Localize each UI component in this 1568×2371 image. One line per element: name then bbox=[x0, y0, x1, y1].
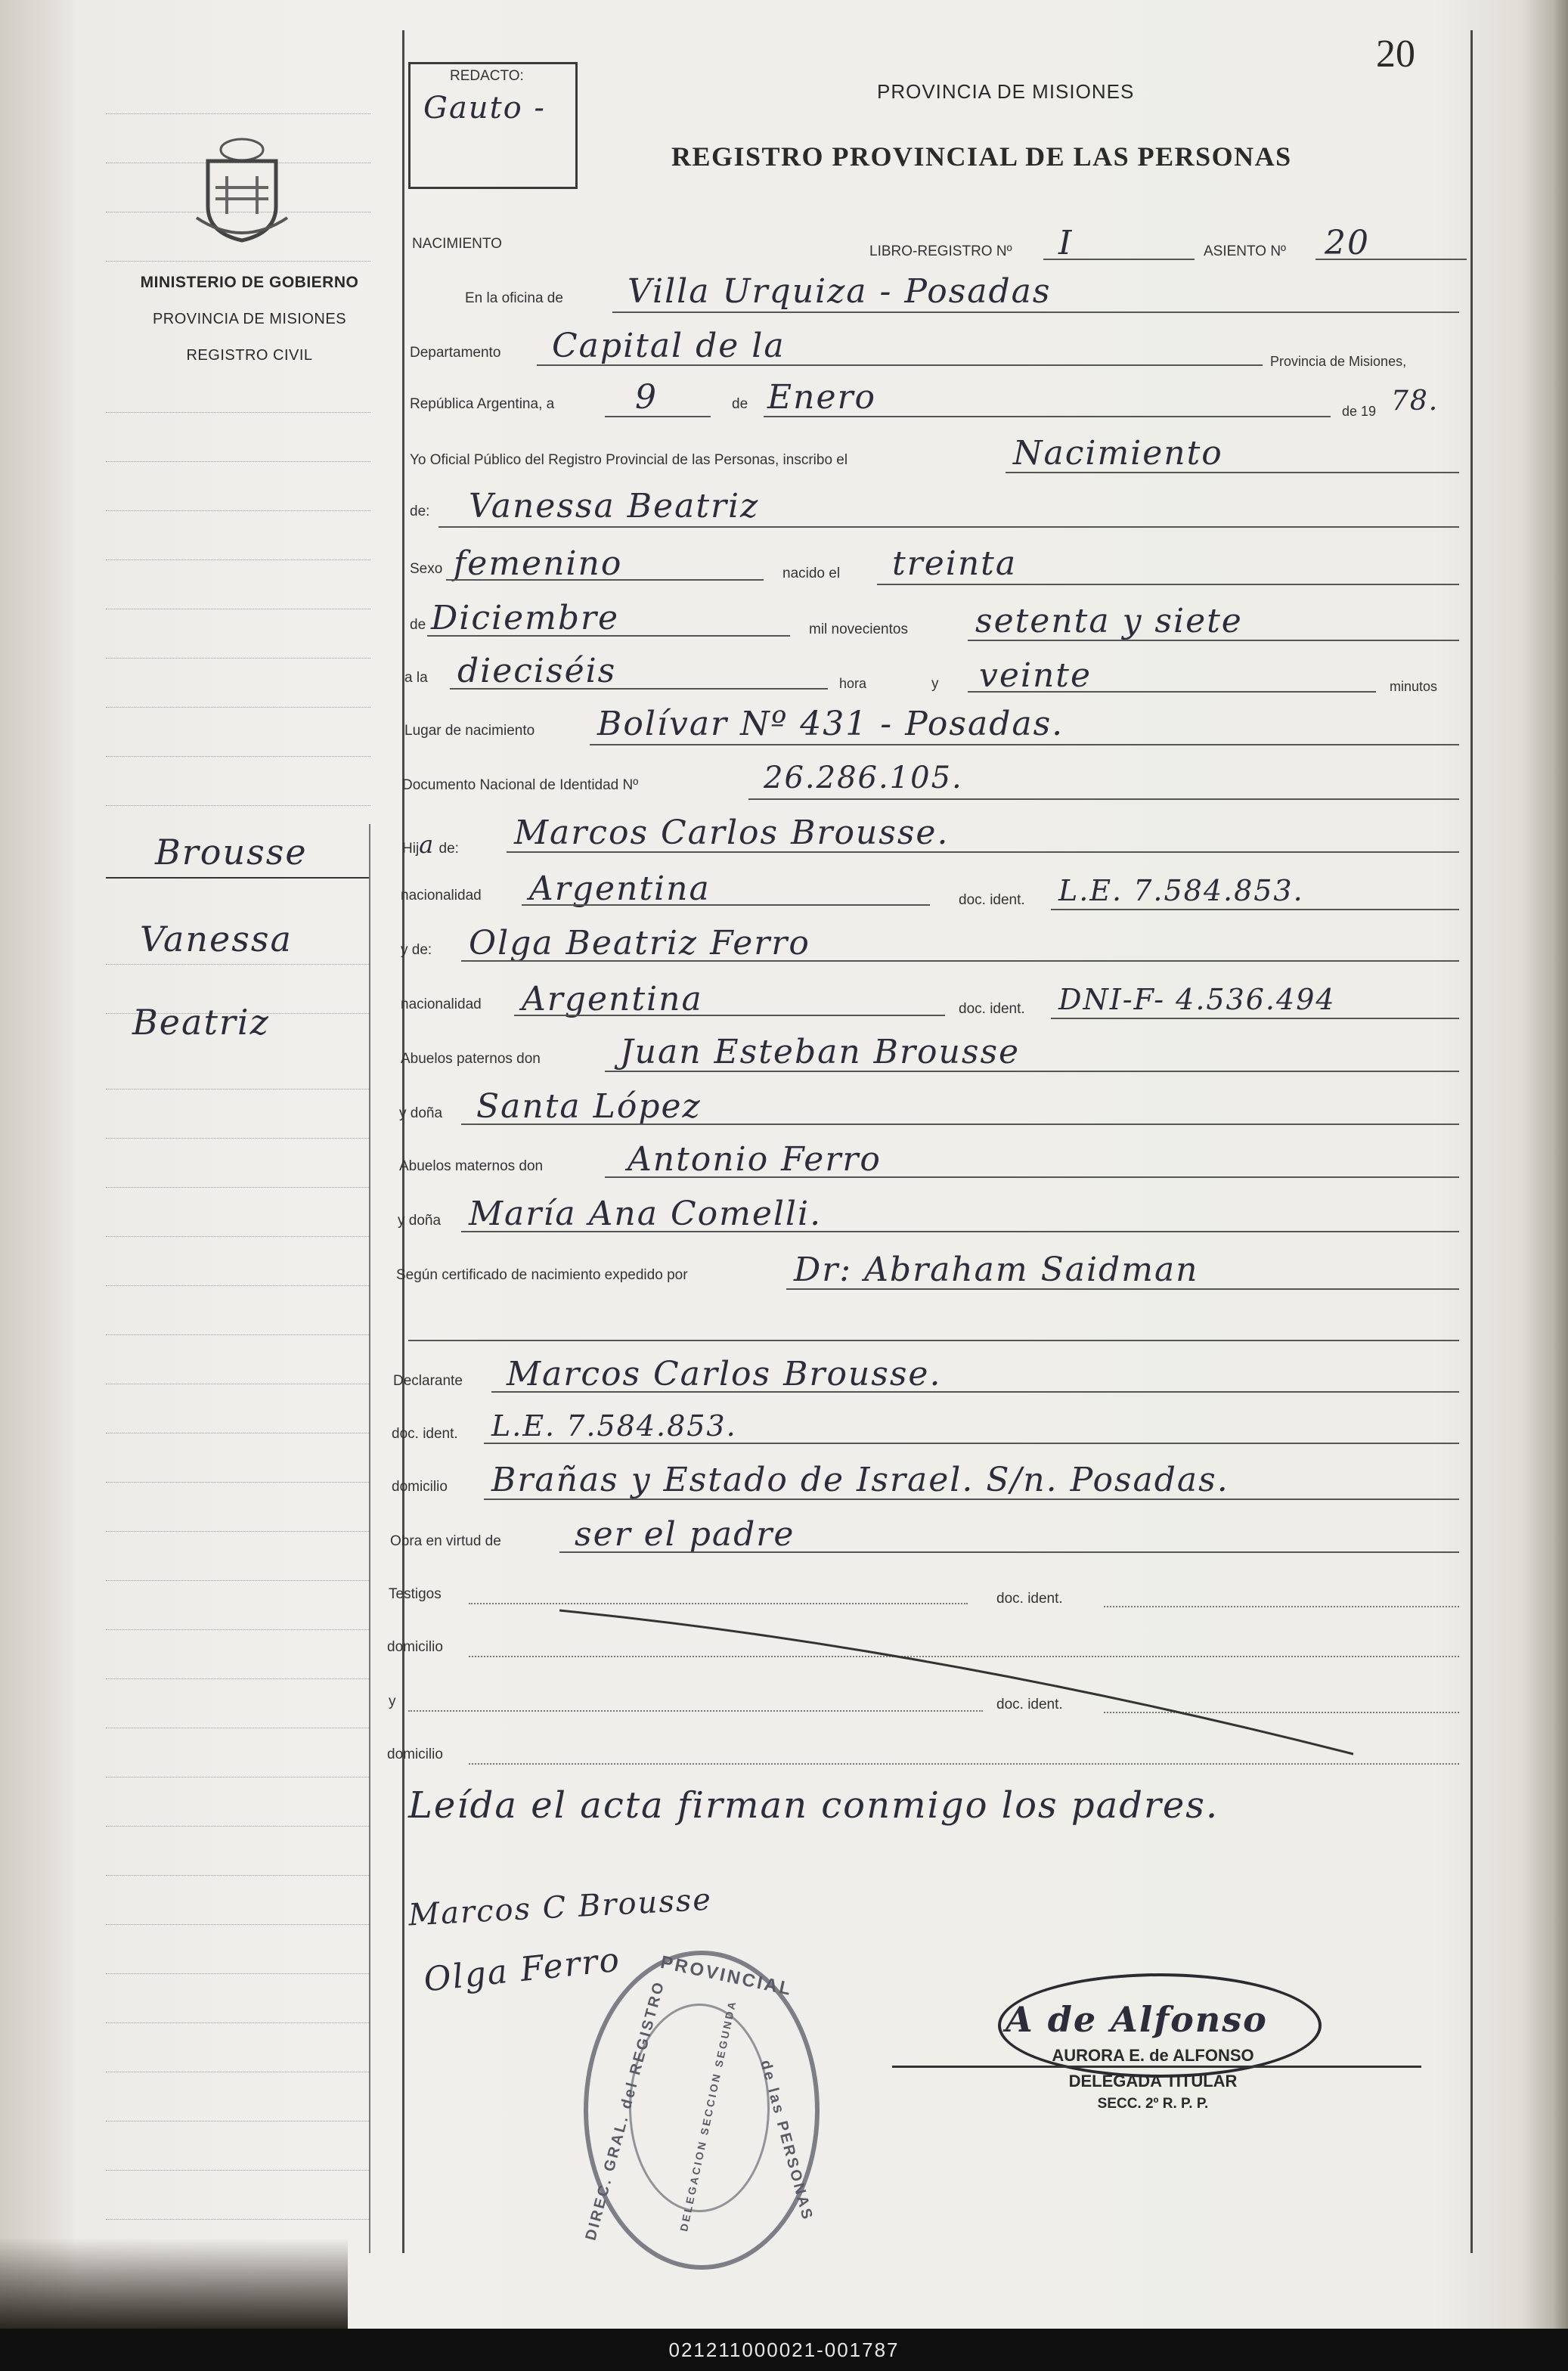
yde-label: y de: bbox=[401, 942, 432, 958]
de-colon-label: de: bbox=[410, 504, 430, 519]
sexo-label: Sexo bbox=[410, 561, 443, 577]
ydona-pat-label: y doña bbox=[399, 1105, 443, 1121]
stamp-left-text: DIREC. GRAL. del REGISTRO bbox=[582, 1979, 668, 2242]
certificado-value: Dr: Abraham Saidman bbox=[794, 1251, 1199, 1289]
abuela-mat-value: María Ana Comelli. bbox=[469, 1195, 823, 1233]
frame-inner-line bbox=[369, 824, 370, 2253]
anio-nac-value: setenta y siete bbox=[975, 602, 1243, 640]
lugar-value: Bolívar Nº 431 - Posadas. bbox=[597, 705, 1064, 743]
lugar-label: Lugar de nacimiento bbox=[404, 723, 535, 739]
de2-label: de bbox=[410, 617, 426, 633]
testigos-domicilio-label: domicilio bbox=[387, 1639, 443, 1655]
titular-name: AURORA E. de ALFONSO bbox=[1052, 2046, 1254, 2065]
dni-value: 26.286.105. bbox=[764, 761, 963, 795]
doc-madre-value: DNI-F- 4.536.494 bbox=[1058, 983, 1336, 1016]
mes-nac-value: Diciembre bbox=[431, 599, 620, 637]
testigos-doc2-label: doc. ident. bbox=[996, 1697, 1063, 1712]
dni-label: Documento Nacional de Identidad Nº bbox=[402, 777, 639, 793]
ministry-province: PROVINCIA DE MISIONES bbox=[152, 311, 347, 327]
obra-value: ser el padre bbox=[575, 1515, 795, 1554]
doc-decl-value: L.E. 7.584.853. bbox=[491, 1409, 737, 1443]
domicilio-value: Brañas y Estado de Israel. S/n. Posadas. bbox=[491, 1461, 1229, 1499]
mes-value: Enero bbox=[767, 378, 877, 417]
stamp-right-text: de las PERSONAS bbox=[757, 2058, 817, 2224]
nombre-value: Vanessa Beatriz bbox=[469, 487, 760, 525]
abuelos-mat-label: Abuelos maternos don bbox=[399, 1158, 544, 1174]
ydona-mat-label: y doña bbox=[398, 1213, 442, 1229]
y2-label: y bbox=[389, 1694, 396, 1709]
ministry-registry: REGISTRO CIVIL bbox=[186, 347, 313, 364]
asiento-value: 20 bbox=[1325, 224, 1370, 262]
footer-code: 021211000021-001787 bbox=[0, 2329, 1568, 2371]
madre-value: Olga Beatriz Ferro bbox=[469, 924, 810, 962]
nac-madre-value: Argentina bbox=[522, 980, 703, 1018]
testigos-label: Testigos bbox=[389, 1586, 442, 1602]
nacimiento-label: NACIMIENTO bbox=[412, 236, 502, 252]
asiento-label: ASIENTO Nº bbox=[1204, 243, 1286, 259]
mil-label: mil novecientos bbox=[809, 621, 908, 637]
redacto-value: Gauto - bbox=[423, 91, 546, 126]
sexo-value: femenino bbox=[454, 544, 623, 583]
hora-value: dieciséis bbox=[457, 652, 617, 690]
header-province: PROVINCIA DE MISIONES bbox=[877, 80, 1135, 103]
frame-left-line bbox=[402, 30, 404, 2253]
hija-de-label: de: bbox=[438, 841, 459, 857]
doc-ident2-label: doc. ident. bbox=[392, 1426, 458, 1442]
page-binding bbox=[0, 0, 76, 2329]
observacion-value: Leída el acta firman conmigo los padres. bbox=[408, 1784, 1219, 1827]
minutos-value: veinte bbox=[979, 656, 1092, 695]
ministry-block bbox=[121, 265, 378, 373]
declarante-label: Declarante bbox=[393, 1373, 463, 1389]
nacido-label: nacido el bbox=[782, 566, 841, 581]
doc-madre-label: doc. ident. bbox=[959, 1001, 1025, 1017]
obra-label: Obra en virtud de bbox=[390, 1533, 501, 1549]
oficial-label: Yo Oficial Público del Registro Provincial de las Personas, inscribo el bbox=[410, 452, 848, 468]
nacido-value: treinta bbox=[892, 544, 1018, 583]
stamp-center-text: DELEGACION SECCION SEGUNDA bbox=[677, 1998, 739, 2233]
ministry-name: MINISTERIO DE GOBIERNO bbox=[140, 274, 359, 291]
frame-right-line bbox=[1470, 30, 1473, 2253]
abuelo-mat-value: Antonio Ferro bbox=[628, 1140, 882, 1179]
abuelos-pat-label: Abuelos paternos don bbox=[401, 1051, 541, 1067]
oficina-value: Villa Urquiza - Posadas bbox=[628, 272, 1052, 311]
padre-value: Marcos Carlos Brousse. bbox=[514, 814, 950, 852]
oficial-value: Nacimiento bbox=[1013, 434, 1223, 473]
page-right-edge bbox=[1523, 0, 1568, 2329]
madre-signature: Olga Ferro bbox=[422, 1940, 623, 2000]
republica-label: República Argentina, a bbox=[410, 396, 555, 412]
margin-first-name: Vanessa bbox=[140, 919, 293, 959]
domicilio-label: domicilio bbox=[392, 1479, 448, 1495]
minutos-label: minutos bbox=[1390, 679, 1438, 694]
nacionalidad-madre-label: nacionalidad bbox=[401, 996, 482, 1012]
anio-value: 78. bbox=[1391, 386, 1439, 417]
departamento-value: Capital de la bbox=[552, 327, 786, 365]
abuela-pat-value: Santa López bbox=[476, 1087, 702, 1126]
ala-label: a la bbox=[404, 670, 428, 686]
anio-prefix: de 19 bbox=[1342, 404, 1377, 419]
stamp-top-text: PROVINCIAL bbox=[658, 1951, 795, 2001]
oficina-label: En la oficina de bbox=[465, 290, 563, 306]
nacionalidad-padre-label: nacionalidad bbox=[401, 888, 482, 903]
redacto-label: REDACTO: bbox=[450, 68, 524, 84]
hora-label: hora bbox=[839, 676, 867, 691]
titular-role: DELEGADA TITULAR bbox=[1068, 2072, 1238, 2091]
margin-middle-name: Beatriz bbox=[132, 1002, 270, 1043]
padre-signature: Marcos C Brousse bbox=[407, 1882, 713, 1933]
libro-value: I bbox=[1058, 224, 1074, 262]
declarante-value: Marcos Carlos Brousse. bbox=[507, 1355, 942, 1393]
libro-label: LIBRO-REGISTRO Nº bbox=[869, 243, 1012, 259]
certificado-label: Según certificado de nacimiento expedido por bbox=[396, 1267, 688, 1283]
dia-value: 9 bbox=[635, 378, 658, 417]
provincia-suffix: Provincia de Misiones, bbox=[1270, 354, 1407, 369]
header-registry-title: REGISTRO PROVINCIAL DE LAS PERSONAS bbox=[671, 141, 1292, 172]
doc-padre-label: doc. ident. bbox=[959, 892, 1025, 908]
oficial-signature: A de Alfonso bbox=[1006, 1999, 1268, 2040]
testigos-domicilio2-label: domicilio bbox=[387, 1746, 443, 1762]
hija-label: Hija de: bbox=[402, 830, 459, 859]
nac-padre-value: Argentina bbox=[529, 869, 711, 908]
page-number: 20 bbox=[1376, 33, 1415, 76]
departamento-label: Departamento bbox=[410, 345, 501, 361]
y-label: y bbox=[931, 676, 939, 692]
strike-through-line bbox=[559, 1603, 1361, 1769]
page-shadow bbox=[0, 2238, 348, 2329]
margin-surname: Brousse bbox=[155, 832, 308, 872]
titular-section: SECC. 2º R. P. P. bbox=[1097, 2096, 1209, 2112]
abuelo-pat-value: Juan Esteban Brousse bbox=[620, 1033, 1021, 1071]
coat-of-arms-icon bbox=[193, 135, 291, 248]
testigos-doc-label: doc. ident. bbox=[996, 1591, 1063, 1607]
doc-padre-value: L.E. 7.584.853. bbox=[1058, 874, 1304, 907]
hija-suffix: a bbox=[419, 830, 435, 859]
de-label: de bbox=[732, 396, 748, 412]
